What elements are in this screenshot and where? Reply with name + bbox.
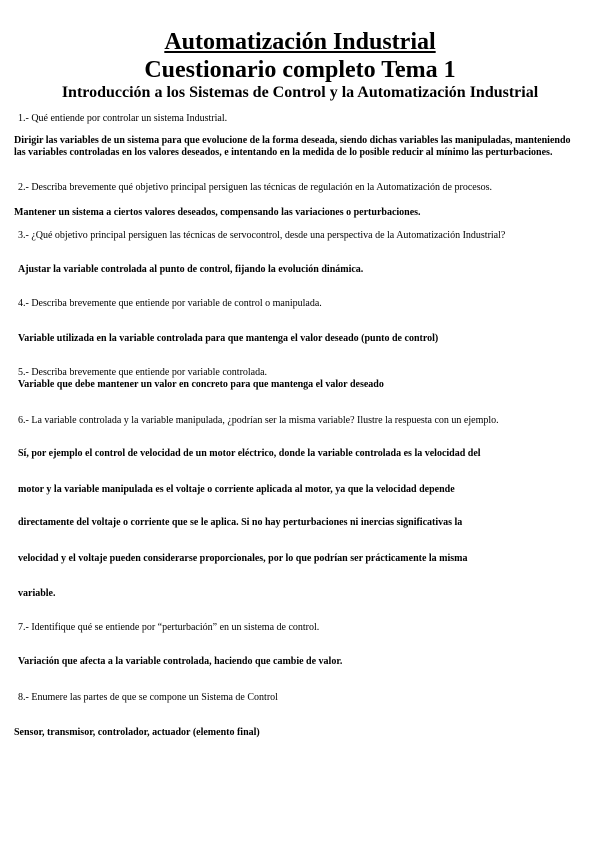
answer-4: Variable utilizada en la variable controlada para que mantenga el valor deseado (punto de control) — [18, 333, 439, 344]
answer-2: Mantener un sistema a ciertos valores deseados, compensando las variaciones o perturbaciones. — [14, 207, 421, 218]
answer-5: Variable que debe mantener un valor en concreto para que mantenga el valor deseado — [18, 379, 384, 390]
question-1: 1.- Qué entiende por controlar un sistema Industrial. — [18, 113, 228, 124]
question-5: 5.- Describa brevemente que entiende por variable controlada. — [18, 367, 268, 378]
answer-1-line-1: Dirigir las variables de un sistema para que evolucione de la forma deseada, siendo dichas variables las manipuladas, manteniendo — [14, 135, 571, 146]
answer-6-line-4: velocidad y el voltaje pueden considerarse proporcionales, por lo que podrían ser prácticamente la misma — [18, 553, 468, 564]
answer-3: Ajustar la variable controlada al punto de control, fijando la evolución dinámica. — [18, 264, 364, 275]
question-2: 2.- Describa brevemente qué objetivo principal persiguen las técnicas de regulación en la Automatización de procesos. — [18, 182, 492, 193]
document-topic: Introducción a los Sistemas de Control y la Automatización Industrial — [61, 84, 539, 101]
question-7: 7.- Identifique qué se entiende por “perturbación” en un sistema de control. — [18, 622, 320, 633]
answer-6-line-5: variable. — [18, 588, 56, 599]
question-8: 8.- Enumere las partes de que se compone un Sistema de Control — [18, 692, 278, 703]
answer-1-line-2: las variables controladas en los valores deseados, e intentando en la medida de lo posible reducir al mínimo las perturbaciones. — [14, 147, 553, 158]
document-title: Automatización Industrial — [164, 29, 436, 55]
question-4: 4.- Describa brevemente que entiende por variable de control o manipulada. — [18, 298, 322, 309]
question-3: 3.- ¿Qué objetivo principal persiguen las técnicas de servocontrol, desde una perspectiva de la Automatización Industrial? — [18, 230, 506, 241]
answer-8: Sensor, transmisor, controlador, actuador (elemento final) — [14, 727, 260, 738]
document-subtitle: Cuestionario completo Tema 1 — [144, 57, 456, 83]
answer-6-line-1: Sí, por ejemplo el control de velocidad de un motor eléctrico, donde la variable controlada es la velocidad del — [18, 448, 481, 459]
answer-6-line-2: motor y la variable manipulada es el voltaje o corriente aplicada al motor, ya que la velocidad depende — [18, 484, 455, 495]
answer-7: Variación que afecta a la variable controlada, haciendo que cambie de valor. — [18, 656, 343, 667]
answer-6-line-3: directamente del voltaje o corriente que se le aplica. Si no hay perturbaciones ni inercias significativas la — [18, 517, 463, 528]
question-6: 6.- La variable controlada y la variable manipulada, ¿podrían ser la misma variable? Ilustre la respuesta con un ejemplo. — [18, 415, 499, 426]
